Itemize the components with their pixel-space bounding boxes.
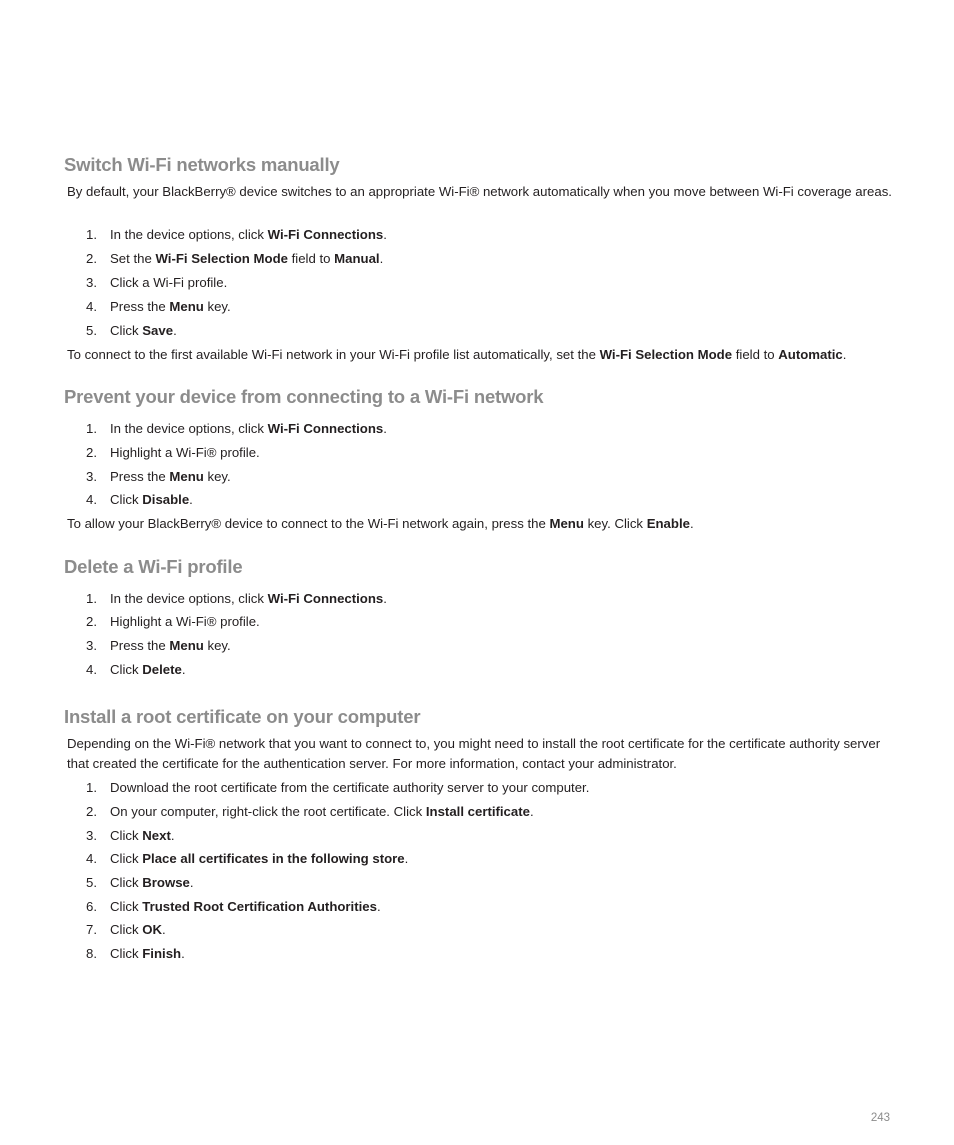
step-text [110,638,231,654]
step-number: 4. [86,851,97,866]
step-text [110,227,387,243]
step-text [110,946,185,962]
section-heading: Delete a Wi-Fi profile [64,556,243,577]
step-number: 3. [86,638,97,653]
text-run: Press the [110,638,170,653]
section-note [67,514,897,534]
text-run: Press the [110,469,170,484]
text-run: Click [110,946,143,961]
bold-term: Wi-Fi Selection Mode [599,347,733,362]
text-run: On your computer, right-click the root certificate. Click [110,804,426,819]
text-run: Depending on the Wi-Fi® network that you want to connect to, you might need to install the root certificate for the certificate authority server that created the certificate for the authentication server. For more information, contact your administrator. [67,736,881,771]
step-number: 7. [86,922,97,937]
step-number: 6. [86,899,97,914]
step-number: 5. [86,323,97,338]
step-text [110,492,193,508]
text-run: . [189,492,193,507]
section-heading: Switch Wi-Fi networks manually [64,154,340,175]
section-note [67,345,897,365]
step-number: 4. [86,662,97,677]
bold-term: Finish [142,946,182,961]
step-number: 2. [86,445,97,460]
text-run: key. [203,638,231,653]
text-run: Click a Wi-Fi profile. [110,275,228,290]
text-run: In the device options, click [110,227,268,242]
bold-term: Wi-Fi Connections [267,227,384,242]
text-run: key. Click [583,516,647,531]
text-run: . [181,662,186,677]
bold-term: Wi-Fi Connections [267,591,384,606]
text-run: Click [110,828,143,843]
text-run: . [529,804,534,819]
bold-term: Next [142,828,171,843]
section-intro [67,734,897,774]
text-run: . [404,851,409,866]
text-run: In the device options, click [110,591,268,606]
step-text [110,828,175,844]
text-run: Click [110,323,143,338]
text-run: field to [732,347,779,362]
text-run: To connect to the first available Wi-Fi network in your Wi-Fi profile list automatically, set the [67,347,600,362]
bold-term: Menu [169,638,204,653]
step-text [110,251,383,267]
bold-term: Menu [169,299,204,314]
text-run: Highlight a Wi-Fi® profile. [110,614,260,629]
step-text [110,591,387,607]
page-number: 243 [870,1112,890,1124]
bold-term: Delete [142,662,182,677]
text-run: Set the [110,251,156,266]
text-run: To allow your BlackBerry® device to connect to the Wi-Fi network again, press the [67,516,550,531]
text-run: Click [110,492,143,507]
bold-term: Install certificate [425,804,530,819]
step-number: 4. [86,492,97,507]
step-text [110,445,260,461]
step-number: 3. [86,469,97,484]
step-text [110,323,177,339]
text-run: . [689,516,694,531]
step-text [110,299,231,315]
step-number: 2. [86,251,97,266]
text-run: . [170,828,175,843]
text-run: . [379,251,384,266]
text-run: . [383,227,387,242]
bold-term: Wi-Fi Connections [267,421,384,436]
step-text [110,899,381,915]
bold-term: Browse [142,875,190,890]
step-text [110,662,186,678]
bold-term: OK [142,922,163,937]
step-text [110,421,387,437]
section-intro [67,182,897,202]
bold-term: Enable [646,516,690,531]
step-number: 1. [86,780,97,795]
bold-term: Trusted Root Certification Authorities [142,899,377,914]
bold-term: Place all certificates in the following store [142,851,405,866]
text-run: Click [110,922,143,937]
step-text [110,469,231,485]
bold-term: Manual [334,251,380,266]
text-run: Click [110,851,143,866]
step-text [110,804,534,820]
step-number: 3. [86,828,97,843]
step-number: 2. [86,614,97,629]
text-run: . [173,323,177,338]
text-run: Download the root certificate from the certificate authority server to your computer. [110,780,590,795]
step-text [110,275,227,291]
text-run: In the device options, click [110,421,268,436]
bold-term: Menu [549,516,584,531]
step-number: 2. [86,804,97,819]
text-run: Press the [110,299,170,314]
step-text [110,922,166,938]
step-text [110,875,194,891]
text-run: Click [110,875,143,890]
step-text [110,851,408,867]
text-run: . [376,899,381,914]
bold-term: Disable [142,492,190,507]
step-number: 1. [86,227,97,242]
text-run: . [181,946,185,961]
step-number: 3. [86,275,97,290]
text-run: Click [110,899,143,914]
text-run: field to [287,251,335,266]
text-run: . [383,421,387,436]
section-heading: Install a root certificate on your computer [64,706,421,727]
text-run: . [162,922,166,937]
bold-term: Save [142,323,174,338]
step-text [110,780,589,796]
step-number: 1. [86,421,97,436]
text-run: key. [203,469,231,484]
text-run: Click [110,662,143,677]
text-run: . [842,347,847,362]
step-number: 1. [86,591,97,606]
step-number: 8. [86,946,97,961]
step-text [110,614,260,630]
step-number: 5. [86,875,97,890]
bold-term: Automatic [778,347,843,362]
text-run: key. [203,299,231,314]
bold-term: Menu [169,469,204,484]
text-run: . [383,591,387,606]
bold-term: Wi-Fi Selection Mode [155,251,288,266]
text-run: By default, your BlackBerry® device switches to an appropriate Wi-Fi® network automatically when you move between Wi-Fi coverage areas. [67,184,892,199]
section-heading: Prevent your device from connecting to a Wi-Fi network [64,386,544,407]
step-number: 4. [86,299,97,314]
text-run: . [189,875,194,890]
text-run: Highlight a Wi-Fi® profile. [110,445,260,460]
